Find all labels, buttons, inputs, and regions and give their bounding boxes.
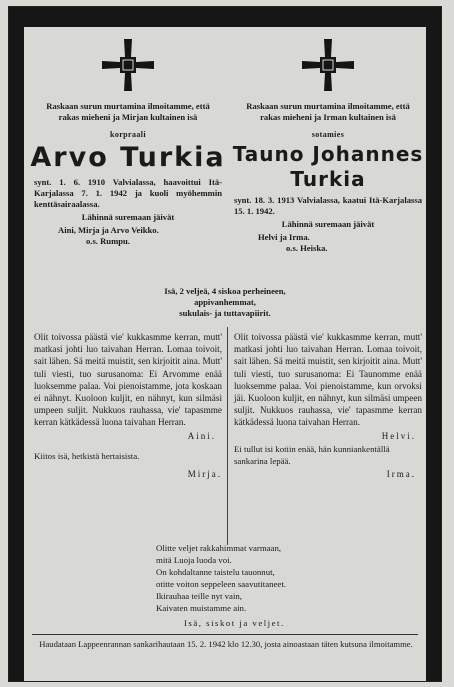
thanks-signature: Mirja. bbox=[187, 468, 222, 479]
right-poem-block bbox=[230, 331, 426, 481]
column-divider bbox=[227, 327, 228, 545]
mourners-names: Helvi ja Irma. bbox=[258, 232, 310, 242]
memorial-poem: Olit toivossa päästä vie' kukkasmme kerran, mutt' matkasi johti luo taivahan Herran. Lomaa toivoit, sait lähen. Sä meitä muistit, sen kirjoitit aina. Mutt' tuli viesti, tuo surusanoma: Ei Arvomme enää luoksemme palaa. Voi pienoistamme, jota koskaan ei nähnyt. Kuoloon kuljit, en nähnyt, kun silmäsi umpeen suljit. Nukkuos rauhassa, vie' tapasmme kerran kätkädessä luona taivahan Herran. bbox=[34, 332, 222, 428]
thanks-text: Ei tullut isi kotiin enää, hän kunniankentällä sankarina lepää. bbox=[234, 444, 390, 466]
verse-line: Kaivaten muistamme ain. bbox=[156, 603, 247, 613]
footer-rule bbox=[32, 634, 418, 635]
notice-paper bbox=[24, 27, 426, 681]
maiden-name: o.s. Heiska. bbox=[286, 243, 328, 253]
mourning-band-left bbox=[9, 7, 24, 681]
cross-of-liberty-icon bbox=[100, 37, 156, 93]
deceased-name-last: Turkia bbox=[290, 166, 366, 191]
announcement-intro: Raskaan surun murtamina ilmoitamme, että rakas mieheni ja Irman kultainen isä bbox=[246, 101, 410, 122]
cross-of-liberty-icon bbox=[300, 37, 356, 93]
memorial-poem: Olit toivossa päästä vie' kukkasmme kerran, mutt' matkasi johti luo taivahan Herran. Lomaa toivoit, sait lähen. Sä meitä muistit, sen kirjoitit aina. Mutt' tuli viesti, tuo surusanoma: Ei Taunomme enää luoksemme palaa. Voi pienoistamme, kun orvoksi jäi. Kuoloon kuljit, en nähnyt, kun silmäsi umpeen suljit. Nukkuos rauhassa, vie' tapasmme kerran kätkädessä luona taivahan Herran. bbox=[234, 332, 422, 428]
birth-death-info: synt. 1. 6. 1910 Valvialassa, haavoittui Itä-Karjalassa 7. 1. 1942 ja kuoli myöhemmin kenttäsairaalassa. bbox=[34, 176, 222, 209]
thanks-text: Kiitos isä, hetkistä hertaisista. bbox=[34, 451, 140, 462]
left-poem-block bbox=[30, 331, 226, 480]
mourners-names: Aini, Mirja ja Arvo Veikko. bbox=[58, 225, 159, 235]
poem-signature: Helvi. bbox=[381, 430, 416, 441]
deceased-name-first: Tauno Johannes bbox=[232, 141, 424, 166]
mourners-list bbox=[230, 232, 426, 254]
mourners-heading: Lähinnä suremaan jäivät bbox=[81, 211, 175, 222]
brothers-verse bbox=[156, 542, 356, 629]
mourners-list bbox=[30, 225, 226, 247]
family-mourners bbox=[24, 286, 426, 319]
verse-line: Olitte veljet rakkahimmat varmaan, bbox=[156, 543, 282, 553]
mourning-band-top bbox=[9, 7, 441, 27]
verse-signature: Isä, siskot ja veljet. bbox=[184, 618, 285, 628]
verse-line: mitä Luoja luoda voi. bbox=[156, 555, 232, 565]
verse-line: Ikirauhaa teille nyt vain, bbox=[156, 591, 242, 601]
deceased-name: Arvo Turkia bbox=[30, 141, 226, 173]
obituary-notice bbox=[8, 6, 442, 682]
mourning-band-right bbox=[426, 7, 441, 681]
family-line-3: sukulais- ja tuttavapiirit. bbox=[179, 308, 271, 318]
obituary-right-column bbox=[230, 27, 426, 254]
mourners-heading: Lähinnä suremaan jäivät bbox=[281, 218, 375, 229]
verse-line: otitte voiton seppeleen saavutitaneet. bbox=[156, 579, 286, 589]
thanks-signature: Irma. bbox=[386, 469, 416, 480]
funeral-announcement: Haudataan Lappeenrannan sankarihautaan 15. 2. 1942 klo 12.30, josta ainoastaan täten kutsuna ilmoitamme. bbox=[39, 639, 413, 649]
announcement-intro: Raskaan surun murtamina ilmoitamme, että rakas mieheni ja Mirjan kultainen isä bbox=[46, 101, 210, 122]
maiden-name: o.s. Rumpu. bbox=[86, 236, 130, 246]
military-rank: korpraali bbox=[109, 130, 147, 139]
military-rank: sotamies bbox=[311, 130, 345, 139]
family-line-1: Isä, 2 veljeä, 4 siskoa perheineen, bbox=[164, 286, 286, 296]
obituary-left-column bbox=[30, 27, 226, 247]
birth-death-info: synt. 18. 3. 1913 Valvialassa, kaatui Itä-Karjalassa 15. 1. 1942. bbox=[234, 194, 422, 216]
verse-line: On kohdaltanne taistelu tauonnut, bbox=[156, 567, 275, 577]
family-line-2: appivanhemmat, bbox=[194, 297, 256, 307]
poem-signature: Aini. bbox=[187, 430, 216, 441]
